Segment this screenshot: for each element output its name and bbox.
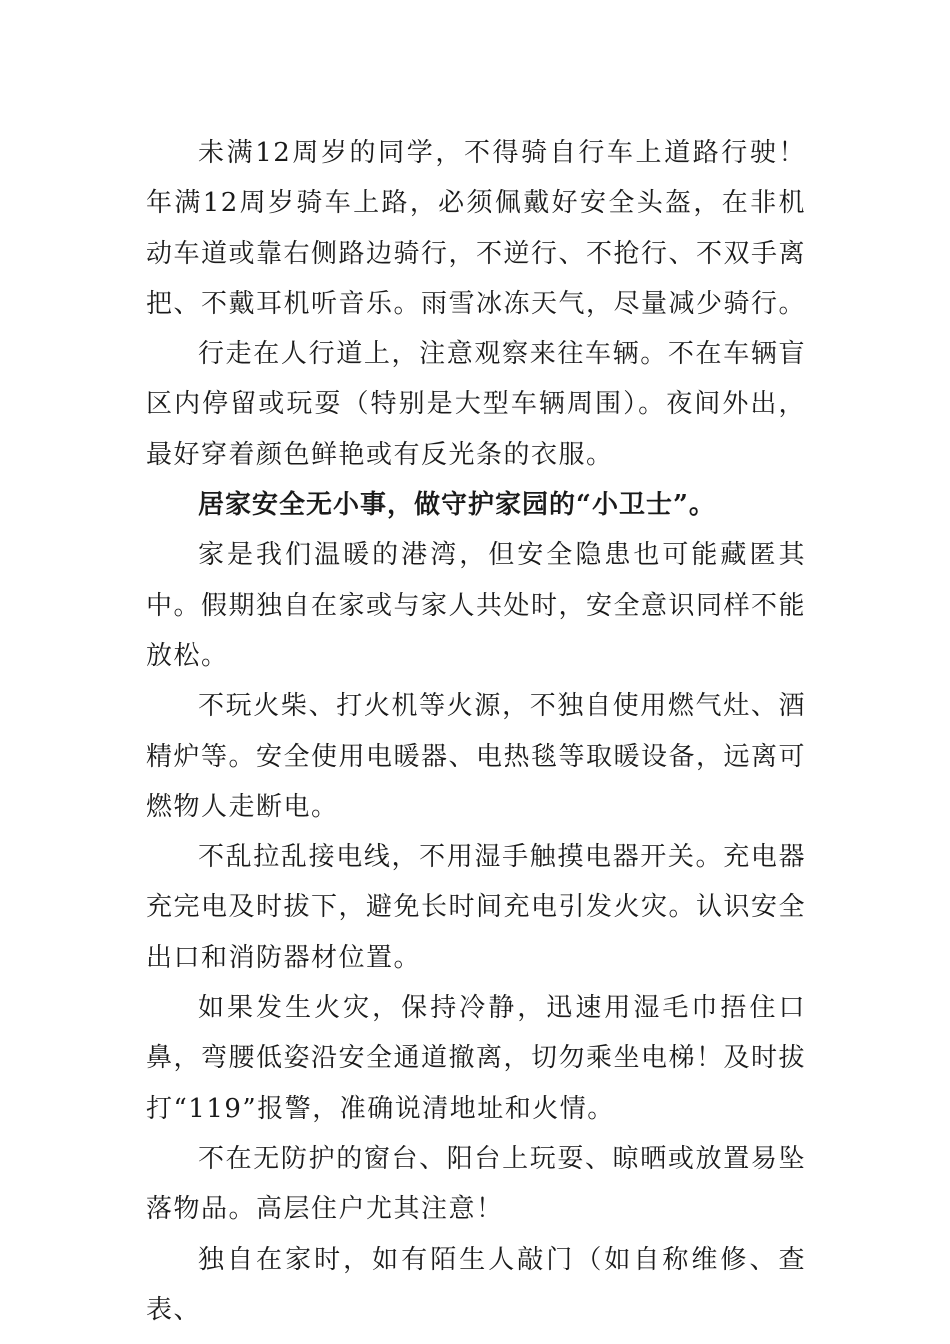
paragraph-strangers-at-door: 独自在家时，如有陌生人敲门（如自称维修、查表、 bbox=[146, 1244, 806, 1325]
document-body bbox=[146, 128, 806, 1335]
paragraph-fire-escape: 如果发生火灾，保持冷静，迅速用湿毛巾捂住口鼻，弯腰低姿沿安全通道撤离，切勿乘坐电梯！及时拔打“119”报警，准确说清地址和火情。 bbox=[146, 993, 807, 1124]
paragraph-pedestrian-safety: 行走在人行道上，注意观察来往车辆。不在车辆盲区内停留或玩耍（特别是大型车辆周围）。夜间外出，最好穿着颜色鲜艳或有反光条的衣服。 bbox=[146, 339, 806, 470]
paragraph-fire-sources: 不玩火柴、打火机等火源，不独自使用燃气灶、酒精炉等。安全使用电暖器、电热毯等取暖设备，远离可燃物人走断电。 bbox=[146, 691, 807, 822]
paragraph-cycling-rules: 未满12周岁的同学，不得骑自行车上道路行驶！年满12周岁骑车上路，必须佩戴好安全头盔，在非机动车道或靠右侧路边骑行，不逆行、不抢行、不双手离把、不戴耳机听音乐。雨雪冰冻天气，尽量减少骑行。 bbox=[146, 138, 807, 319]
paragraph-window-balcony: 不在无防护的窗台、阳台上玩耍、晾晒或放置易坠落物品。高层住户尤其注意！ bbox=[146, 1143, 806, 1225]
paragraph-home-intro: 家是我们温暖的港湾，但安全隐患也可能藏匿其中。假期独自在家或与家人共处时，安全意识同样不能放松。 bbox=[146, 540, 807, 671]
section-heading-home-safety: 居家安全无小事，做守护家园的“小卫士”。 bbox=[198, 490, 716, 521]
paragraph-electrical-safety: 不乱拉乱接电线，不用湿手触摸电器开关。充电器充完电及时拔下，避免长时间充电引发火灾。认识安全出口和消防器材位置。 bbox=[146, 842, 807, 973]
